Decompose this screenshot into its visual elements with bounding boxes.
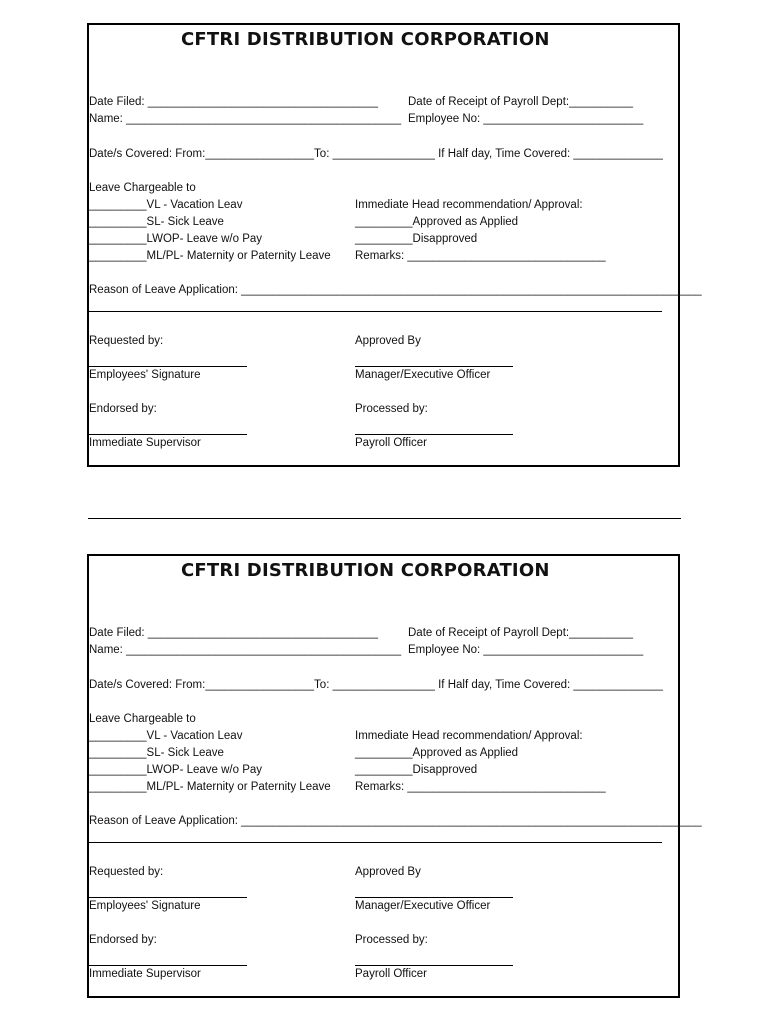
date-filed-field[interactable]: Date Filed: ____________________________________ xyxy=(89,96,379,108)
remarks-field[interactable]: Remarks: _______________________________ xyxy=(355,781,606,793)
supervisor-signature-line[interactable] xyxy=(89,434,247,435)
approved-by-label: Approved By xyxy=(355,866,421,878)
option-vacation-leave[interactable]: _________VL - Vacation Leav xyxy=(89,730,243,742)
manager-officer-label: Manager/Executive Officer xyxy=(355,369,491,381)
payroll-signature-line[interactable] xyxy=(355,965,513,966)
head-recommendation-label: Immediate Head recommendation/ Approval: xyxy=(355,199,583,211)
date-filed-field[interactable]: Date Filed: ____________________________________ xyxy=(89,627,379,639)
reason-continuation-line[interactable] xyxy=(89,311,662,312)
leave-chargeable-label: Leave Chargeable to xyxy=(89,713,196,725)
date-receipt-field[interactable]: Date of Receipt of Payroll Dept:__________ xyxy=(408,627,634,639)
option-approved-as-applied[interactable]: _________Approved as Applied xyxy=(355,747,519,759)
manager-signature-line[interactable] xyxy=(355,366,513,367)
processed-by-label: Processed by: xyxy=(355,934,428,946)
company-title: CFTRI DISTRIBUTION CORPORATION xyxy=(181,560,550,581)
dates-covered-field[interactable]: Date/s Covered: From:_________________To: ________________ If Half day, Time Covered: ______________ xyxy=(89,679,663,691)
payroll-officer-label: Payroll Officer xyxy=(355,968,428,980)
employee-signature-line[interactable] xyxy=(89,366,247,367)
name-field[interactable]: Name: ___________________________________________ xyxy=(89,113,402,125)
employee-signature-label: Employees' Signature xyxy=(89,369,201,381)
company-title: CFTRI DISTRIBUTION CORPORATION xyxy=(181,29,550,50)
option-vacation-leave[interactable]: _________VL - Vacation Leav xyxy=(89,199,243,211)
payroll-signature-line[interactable] xyxy=(355,434,513,435)
option-maternity-paternity[interactable]: _________ML/PL- Maternity or Paternity Leave xyxy=(89,781,331,793)
supervisor-signature-line[interactable] xyxy=(89,965,247,966)
requested-by-label: Requested by: xyxy=(89,335,164,347)
option-sick-leave[interactable]: _________SL- Sick Leave xyxy=(89,216,224,228)
reason-field[interactable]: Reason of Leave Application: ________________________________________________________________________ xyxy=(89,815,702,827)
dates-covered-field[interactable]: Date/s Covered: From:_________________To: ________________ If Half day, Time Covered: ______________ xyxy=(89,148,663,160)
remarks-field[interactable]: Remarks: _______________________________ xyxy=(355,250,606,262)
leave-chargeable-label: Leave Chargeable to xyxy=(89,182,196,194)
employee-no-field[interactable]: Employee No: _________________________ xyxy=(408,644,644,656)
option-lwop[interactable]: _________LWOP- Leave w/o Pay xyxy=(89,764,263,776)
reason-continuation-line[interactable] xyxy=(89,842,662,843)
option-sick-leave[interactable]: _________SL- Sick Leave xyxy=(89,747,224,759)
endorsed-by-label: Endorsed by: xyxy=(89,934,157,946)
payroll-officer-label: Payroll Officer xyxy=(355,437,428,449)
leave-form-top xyxy=(87,23,702,467)
option-disapproved[interactable]: _________Disapproved xyxy=(355,764,478,776)
approved-by-label: Approved By xyxy=(355,335,421,347)
manager-signature-line[interactable] xyxy=(355,897,513,898)
requested-by-label: Requested by: xyxy=(89,866,164,878)
option-lwop[interactable]: _________LWOP- Leave w/o Pay xyxy=(89,233,263,245)
leave-form-bottom xyxy=(87,554,702,998)
reason-field[interactable]: Reason of Leave Application: ________________________________________________________________________ xyxy=(89,284,702,296)
name-field[interactable]: Name: ___________________________________________ xyxy=(89,644,402,656)
processed-by-label: Processed by: xyxy=(355,403,428,415)
option-disapproved[interactable]: _________Disapproved xyxy=(355,233,478,245)
immediate-supervisor-label: Immediate Supervisor xyxy=(89,968,201,980)
employee-signature-label: Employees' Signature xyxy=(89,900,201,912)
immediate-supervisor-label: Immediate Supervisor xyxy=(89,437,201,449)
endorsed-by-label: Endorsed by: xyxy=(89,403,157,415)
option-approved-as-applied[interactable]: _________Approved as Applied xyxy=(355,216,519,228)
head-recommendation-label: Immediate Head recommendation/ Approval: xyxy=(355,730,583,742)
employee-signature-line[interactable] xyxy=(89,897,247,898)
employee-no-field[interactable]: Employee No: _________________________ xyxy=(408,113,644,125)
option-maternity-paternity[interactable]: _________ML/PL- Maternity or Paternity Leave xyxy=(89,250,331,262)
date-receipt-field[interactable]: Date of Receipt of Payroll Dept:__________ xyxy=(408,96,634,108)
cut-line xyxy=(88,518,681,519)
manager-officer-label: Manager/Executive Officer xyxy=(355,900,491,912)
